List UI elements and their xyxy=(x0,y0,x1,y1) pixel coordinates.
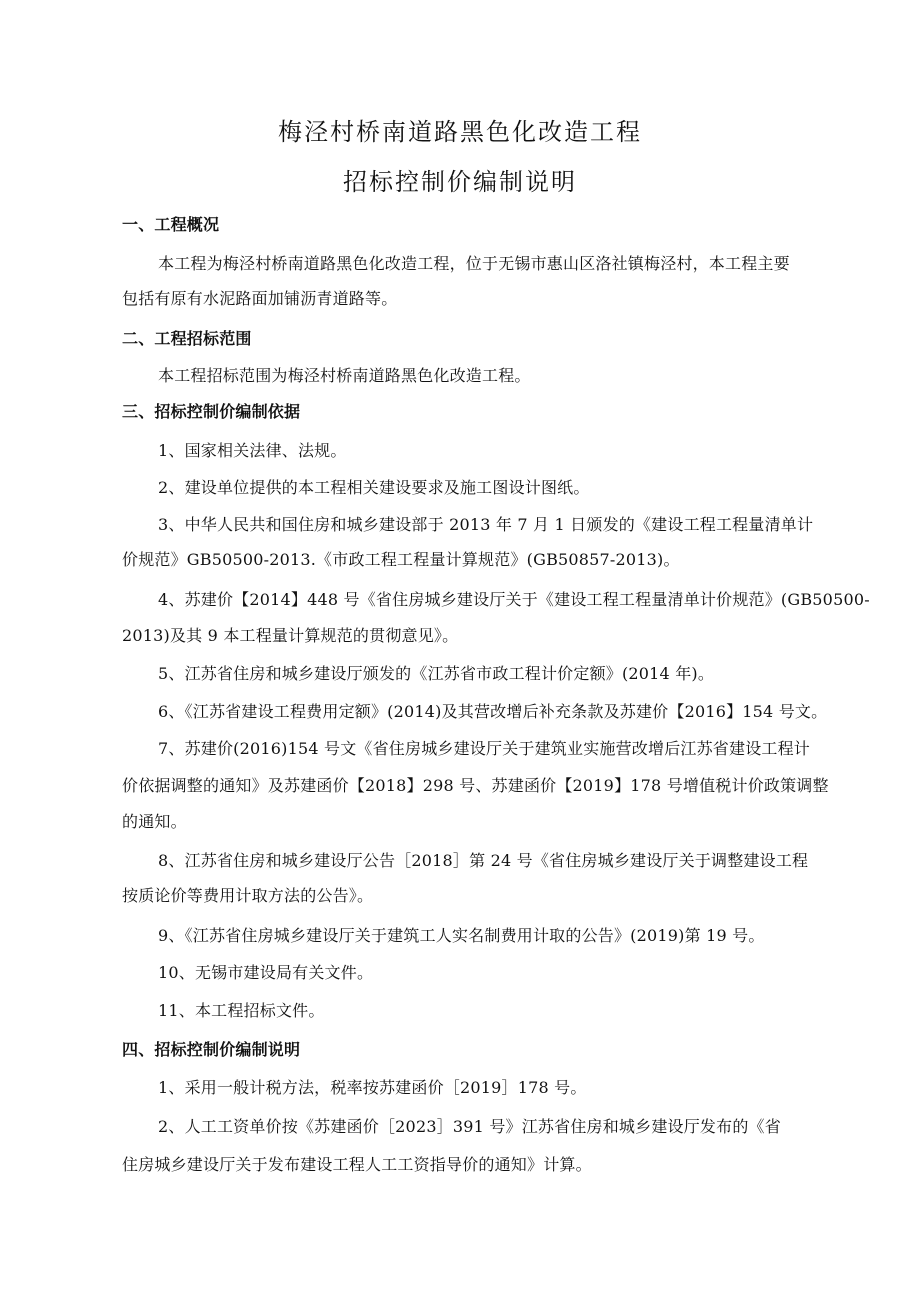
list-item-line: 价规范》GB50500-2013.《市政工程工程量计算规范》(GB50857-2013)。 xyxy=(122,550,680,569)
section-heading-3: 三、招标控制价编制依据 xyxy=(122,402,301,421)
list-item-line: 1、采用一般计税方法，税率按苏建函价［2019］178 号。 xyxy=(158,1078,587,1097)
section-heading-1: 一、工程概况 xyxy=(122,215,220,234)
paragraph-line: 本工程招标范围为梅泾村桥南道路黑色化改造工程。 xyxy=(158,366,531,385)
list-item-line: 1、国家相关法律、法规。 xyxy=(158,441,347,460)
list-item-line: 2013)及其 9 本工程量计算规范的贯彻意见》。 xyxy=(122,626,459,645)
list-item-line: 8、江苏省住房和城乡建设厅公告［2018］第 24 号《省住房城乡建设厅关于调整建设工程 xyxy=(158,851,809,870)
list-item-line: 10、无锡市建设局有关文件。 xyxy=(158,963,374,982)
document-subtitle: 招标控制价编制说明 xyxy=(343,168,577,196)
list-item-line: 2、人工工资单价按《苏建函价［2023］391 号》江苏省住房和城乡建设厅发布的《省 xyxy=(158,1117,781,1136)
list-item-line: 9、《江苏省住房城乡建设厅关于建筑工人实名制费用计取的公告》(2019)第 19 号。 xyxy=(158,926,765,945)
section-heading-4: 四、招标控制价编制说明 xyxy=(122,1040,301,1059)
section-heading-2: 二、工程招标范围 xyxy=(122,329,252,348)
list-item-line: 7、苏建价(2016)154 号文《省住房城乡建设厅关于建筑业实施营改增后江苏省建设工程计 xyxy=(158,739,811,758)
paragraph-line: 包括有原有水泥路面加铺沥青道路等。 xyxy=(122,289,398,308)
list-item-line: 11、本工程招标文件。 xyxy=(158,1001,325,1020)
list-item-line: 6、《江苏省建设工程费用定额》(2014)及其营改增后补充条款及苏建价【2016】154 号文。 xyxy=(158,702,828,721)
list-item-line: 的通知。 xyxy=(122,812,187,831)
document-title: 梅泾村桥南道路黑色化改造工程 xyxy=(278,118,642,146)
list-item-line: 2、建设单位提供的本工程相关建设要求及施工图设计图纸。 xyxy=(158,478,590,497)
list-item-line: 4、苏建价【2014】448 号《省住房城乡建设厅关于《建设工程工程量清单计价规范》(GB50500- xyxy=(158,590,870,609)
paragraph-line: 本工程为梅泾村桥南道路黑色化改造工程，位于无锡市惠山区洛社镇梅泾村，本工程主要 xyxy=(158,254,790,273)
list-item-line: 3、中华人民共和国住房和城乡建设部于 2013 年 7 月 1 日颁发的《建设工程工程量清单计 xyxy=(158,515,814,534)
list-item-line: 住房城乡建设厅关于发布建设工程人工工资指导价的通知》计算。 xyxy=(122,1155,592,1174)
list-item-line: 按质论价等费用计取方法的公告》。 xyxy=(122,886,374,905)
list-item-line: 5、江苏省住房和城乡建设厅颁发的《江苏省市政工程计价定额》(2014 年)。 xyxy=(158,664,715,683)
list-item-line: 价依据调整的通知》及苏建函价【2018】298 号、苏建函价【2019】178 号增值税计价政策调整 xyxy=(122,776,829,795)
